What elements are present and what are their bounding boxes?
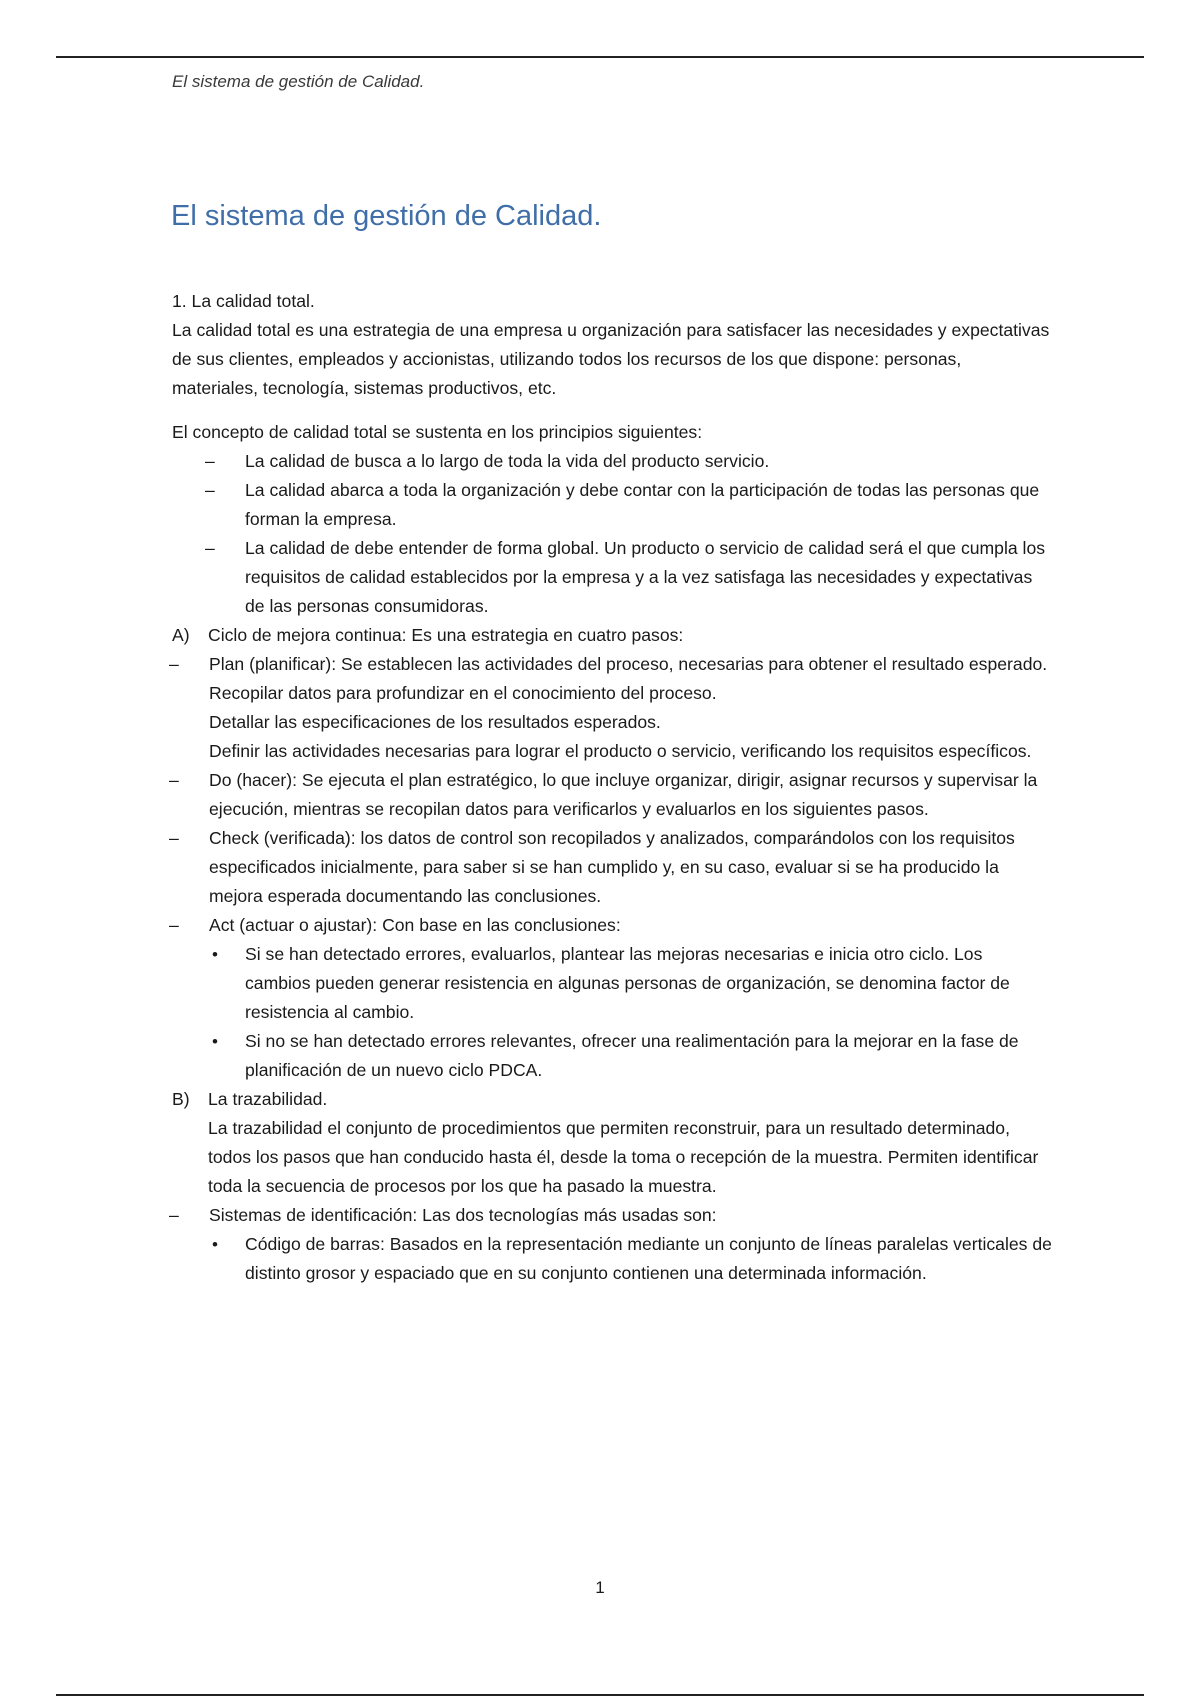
act-label: – Act (actuar o ajustar): Con base en las conclusiones: <box>209 915 621 935</box>
section-1-heading: 1. La calidad total. <box>172 291 315 311</box>
pdca-list <box>172 650 1052 1085</box>
act-bullets <box>209 940 1052 1085</box>
header-rule <box>56 56 1144 58</box>
section-1-intro: La calidad total es una estrategia de una empresa u organización para satisfacer las necesidades y expectativas de sus clientes, empleados y accionistas, utilizando todos los recursos de los que dispone: personas, materiales, tecnología, sistemas productivos, etc. <box>172 320 1050 398</box>
systems-bullets <box>209 1230 1052 1288</box>
section-b-heading: La trazabilidad. <box>208 1089 328 1109</box>
plan-line: Detallar las especificaciones de los resultados esperados. <box>209 712 661 732</box>
list-item: – La calidad de debe entender de forma global. Un producto o servicio de calidad será el que cumpla los requisitos de calidad establecidos por la empresa y a la vez satisfaga las necesidades y expectativas de las personas consumidoras. <box>245 534 1052 621</box>
pdca-act <box>209 911 1052 1085</box>
pdca-do: – Do (hacer): Se ejecuta el plan estratégico, lo que incluye organizar, dirigir, asignar recursos y supervisar la ejecución, mientras se recopilan datos para verificarlos y evaluarlos en los siguientes pasos. <box>209 766 1052 824</box>
principles-intro: El concepto de calidad total se sustenta en los principios siguientes: <box>172 422 703 442</box>
section-a-marker: A) <box>172 625 190 645</box>
systems-item <box>209 1201 1052 1288</box>
plan-line: Recopilar datos para profundizar en el conocimiento del proceso. <box>209 683 717 703</box>
section-a-heading: Ciclo de mejora continua: Es una estrategia en cuatro pasos: <box>208 625 684 645</box>
list-item: • Código de barras: Basados en la representación mediante un conjunto de líneas paralelas verticales de distinto grosor y espaciado que en su conjunto contienen una determinada información. <box>245 1230 1052 1288</box>
section-b <box>172 1085 1052 1201</box>
page-number: 1 <box>595 1578 605 1597</box>
list-item: – La calidad abarca a toda la organización y debe contar con la participación de todas las personas que forman la empresa. <box>245 476 1052 534</box>
identification-systems <box>172 1201 1052 1288</box>
plan-line: Definir las actividades necesarias para lograr el producto o servicio, verificando los requisitos específicos. <box>209 741 1032 761</box>
section-b-paragraph: La trazabilidad el conjunto de procedimientos que permiten reconstruir, para un resultado determinado, todos los pasos que han conducido hasta él, desde la toma o recepción de la muestra. Permiten identificar toda la secuencia de procesos por los que ha pasado la muestra. <box>208 1118 1039 1196</box>
list-item: • Si se han detectado errores, evaluarlos, plantear las mejoras necesarias e inicia otro ciclo. Los cambios pueden generar resistencia en algunas personas de organización, se denomina factor de resistencia al cambio. <box>245 940 1052 1027</box>
systems-label: – Sistemas de identificación: Las dos tecnologías más usadas son: <box>209 1205 717 1225</box>
document-title: El sistema de gestión de Calidad. <box>171 200 602 232</box>
section-a <box>172 621 1052 650</box>
running-header: El sistema de gestión de Calidad. <box>172 72 425 91</box>
list-item: – La calidad de busca a lo largo de toda la vida del producto servicio. <box>245 447 1052 476</box>
pdca-steps <box>172 650 1052 1085</box>
principles-list <box>172 447 1052 621</box>
pdca-plan <box>209 650 1052 766</box>
list-item: • Si no se han detectado errores relevantes, ofrecer una realimentación para la mejorar en la fase de planificación de un nuevo ciclo PDCA. <box>245 1027 1052 1085</box>
plan-label: – Plan (planificar): Se establecen las actividades del proceso, necesarias para obtener el resultado esperado. <box>209 654 1048 674</box>
document-body <box>172 287 1052 1288</box>
systems-list <box>172 1201 1052 1288</box>
section-b-marker: B) <box>172 1089 190 1109</box>
footer-rule <box>56 1694 1144 1696</box>
pdca-check: – Check (verificada): los datos de control son recopilados y analizados, comparándolos con los requisitos especificados inicialmente, para saber si se han cumplido y, en su caso, evaluar si se ha producido la mejora esperada documentando las conclusiones. <box>209 824 1052 911</box>
